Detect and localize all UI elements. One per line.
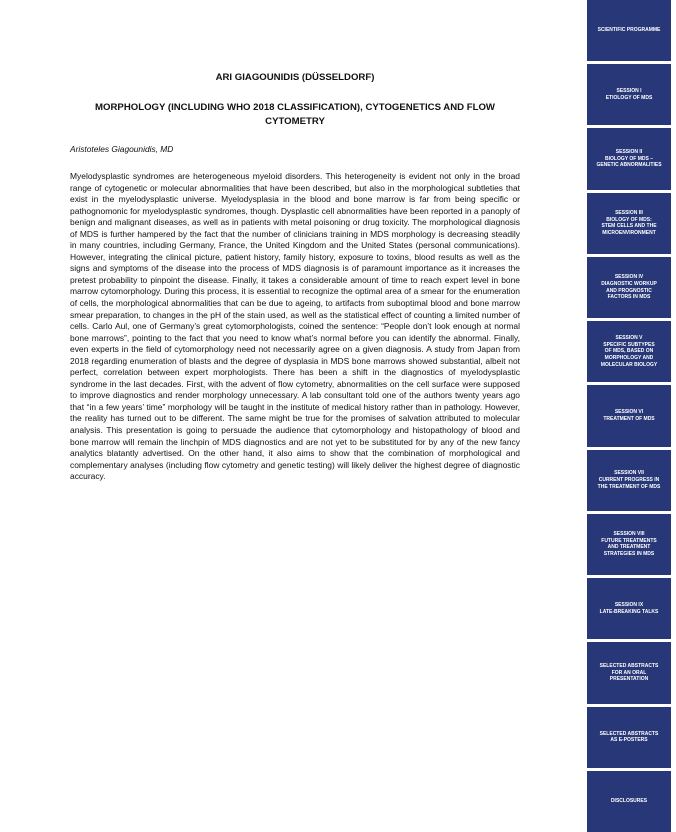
- sidebar-item-session-8[interactable]: [587, 514, 671, 575]
- sidebar-item-session-6[interactable]: [587, 385, 671, 446]
- sidebar-item-label: SESSION I ETIOLOGY OF MDS: [605, 88, 653, 101]
- sidebar-item-label: SESSION VIII FUTURE TREATMENTS AND TREATMENT STRATEGIES IN MDS: [601, 531, 657, 558]
- sidebar-item-oral-abstracts[interactable]: [587, 642, 671, 703]
- abstract-content: [70, 72, 520, 483]
- author-heading: ARI GIAGOUNIDIS (DÜSSELDORF): [215, 72, 375, 83]
- sidebar-item-label: SELECTED ABSTRACTS FOR AN ORAL PRESENTATION: [599, 663, 659, 683]
- abstract-title: MORPHOLOGY (INCLUDING WHO 2018 CLASSIFICATION), CYTOGENETICS AND FLOW CYTOMETRY: [95, 102, 495, 127]
- sidebar-item-session-1[interactable]: [587, 64, 671, 125]
- sidebar-item-session-3[interactable]: [587, 193, 671, 254]
- sidebar-item-disclosures[interactable]: [587, 771, 671, 832]
- sidebar-item-label: SELECTED ABSTRACTS AS E-POSTERS: [599, 730, 659, 744]
- sidebar-item-label: SESSION VI TREATMENT OF MDS: [603, 409, 655, 423]
- sidebar-item-label: SESSION IV DIAGNOSTIC WORKUP AND PROGNOSTIC FACTORS IN MDS: [601, 274, 657, 301]
- sidebar-item-session-9[interactable]: [587, 578, 671, 639]
- abstract-body: Myelodysplastic syndromes are heterogeneous myeloid disorders. This heterogeneity is evident not only in the broad range of cytogenetic or molecular abnormalities that have been described, but also in the morphological subtleties that exist in the myelodysplastic universe. Myelodysplasia in the blood and bone marrow is far from being specific or pathognomonic for myelodysplastic syndromes, though. Dysplastic cell abnormalities have been reported in a panoply of benign and malignant diseases, as well as in patients with metal poisoning or drug toxicity. The morphological diagnosis of MDS is further hampered by the fact that the number of clinicians training in MDS morphology is decreasing steadily in many countries, including Germany, France, the United Kingdom and the United States (personal communications). However, integrating the clinical picture, patient history, family history, exposure to toxins, blood results as well as the signs and symptoms of the disease into the process of MDS diagnosis is of paramount importance as it increases the pretest probability to pinpoint the disease. Finally, it takes a considerable amount of time to reach expert level in bone marrow cytomorphology. During this process, it is essential to recognize the optimal area of a smear for the enumeration of cells, the morphological abnormalities that can be due to ageing, to artifacts from suboptimal blood and bone marrow smear preparation, to changes in the pH of the stain used, as well as the statistical effect of counting a limited number of cells. Carlo Aul, one of Germany’s great cytomorphologists, coined the sentence: “People don’t look enough at normal bone marrows”, pointing to the fact that you need to know what’s normal before you can identify the abnormal. Finally, even experts in the field of cytomorphology need not necessarily agree on a given diagnosis. A study from Japan from 2018 regarding enumeration of blasts and the degree of dysplasia in MDS bone marrows showed substantial, albeit not perfect, correlation between expert morphologists. There has been a shift in the diagnostics of myelodysplastic syndrome in the last decades. First, with the advent of flow cytometry, abnormalities on the cell surface were supposed to improve diagnostics and render morphology unnecessary. A lab consultant told one of the authors twenty years ago that “in a few years’ time” morphology will be taught in the institute of medical history rather than in pathology. However, the reality has turned out to be different. The same might be true for the promises of salvation attributed to molecular analysis. This presentation is going to persuade the audience that cytomorphology and histopathology of blood and bone marrow will remain the linchpin of MDS diagnostics and are not yet to be substituted for by any of the new fancy analytics blatantly advertised. On the other hand, it also aims to show that the combination of morphological and complementary analyses (including flow cytometry and genetic testing) will likely deliver the highest degree of diagnostic accuracy.: [70, 171, 520, 482]
- session-sidebar: [587, 0, 671, 832]
- sidebar-item-label: SESSION II BIOLOGY OF MDS – GENETIC ABNORMALITIES: [596, 149, 662, 169]
- sidebar-item-session-4[interactable]: [587, 257, 671, 318]
- sidebar-item-label: SESSION IX LATE-BREAKING TALKS: [599, 602, 659, 615]
- sidebar-item-session-5[interactable]: [587, 321, 671, 382]
- sidebar-item-label: SESSION III BIOLOGY OF MDS: STEM CELLS AND THE MICROENVIRONMENT: [601, 210, 657, 236]
- sidebar-item-e-posters[interactable]: [587, 707, 671, 768]
- sidebar-item-session-7[interactable]: [587, 450, 671, 511]
- sidebar-item-session-2[interactable]: [587, 128, 671, 189]
- sidebar-item-label: SCIENTIFIC PROGRAMME: [597, 27, 661, 34]
- author-byline: Aristoteles Giagounidis, MD: [70, 144, 174, 154]
- sidebar-item-scientific-programme[interactable]: [587, 0, 671, 61]
- sidebar-item-label: SESSION V SPECIFIC SUBTYPES OF MDS, BASED ON MORPHOLOGY AND MOLECULAR BIOLOGY: [600, 335, 658, 368]
- sidebar-item-label: DISCLOSURES: [610, 798, 648, 805]
- sidebar-item-label: SESSION VII CURRENT PROGRESS IN THE TREATMENT OF MDS: [597, 470, 661, 490]
